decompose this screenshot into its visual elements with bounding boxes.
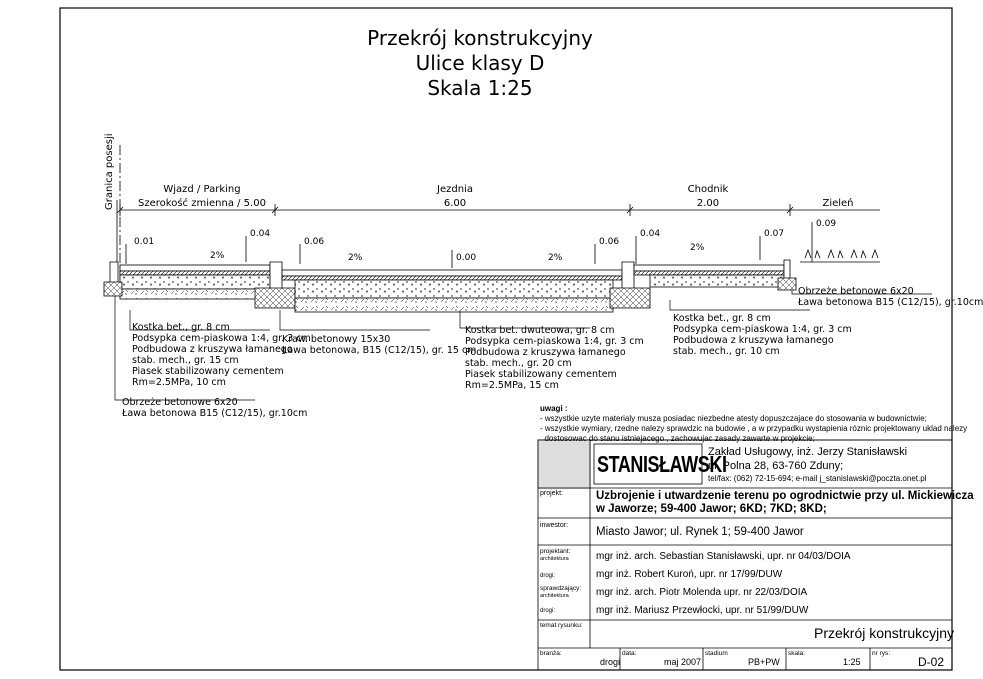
- company-contact: tel/fax: (062) 72-15-694; e-mail j_stanislawski@poczta.onet.pl: [708, 474, 927, 483]
- notes-line: dostosowac do stanu istniejacego , zachowujac zasady zawarte w projekcie;: [540, 434, 815, 443]
- slope-1: 2%: [210, 251, 225, 261]
- layer-text: Podbudowa z kruszywa łamanego: [132, 344, 293, 355]
- layer-text: Obrzeże betonowe 6x20: [798, 286, 914, 297]
- company-logo-band: [538, 440, 590, 488]
- layers-obrzeze-left: [122, 397, 307, 419]
- projekt-line2: w Jaworze; 59-400 Jawor; 6KD; 7KD; 8KD;: [596, 503, 827, 515]
- company-logo: STANISŁAWSKI: [597, 451, 727, 477]
- layer-text: Ława betonowa B15 (C12/15), gr.10cm: [798, 297, 983, 308]
- edging-right-bench: [778, 278, 796, 290]
- drogi-designer: mgr inż. Robert Kuroń, upr. nr 17/99/DUW: [596, 569, 783, 580]
- projektant: mgr inż. arch. Sebastian Stanisławski, upr. nr 04/03/DOIA: [596, 551, 851, 562]
- cross-section: [104, 260, 796, 312]
- layer-text: Kostka bet., gr. 8 cm: [673, 313, 771, 324]
- layer-text: Rm=2.5MPa, 10 cm: [132, 377, 226, 388]
- temat-label: temat rysunku:: [540, 622, 583, 629]
- stadium: PB+PW: [748, 657, 780, 667]
- zone-label-zielen: Zieleń: [822, 198, 854, 209]
- level-8: 0.09: [816, 219, 837, 229]
- layer-text: Podbudowa z kruszywa łamanego: [673, 335, 834, 346]
- layer-text: Piasek stabilizowany cementem: [132, 366, 284, 377]
- drawing-title-line1: Przekrój konstrukcyjny: [367, 26, 593, 50]
- chodnik-surface-layer: [634, 265, 784, 271]
- layers-chodnik: [673, 313, 852, 357]
- slope-3: 2%: [548, 253, 563, 263]
- wjazd-surface-layer: [120, 265, 270, 271]
- notes: [540, 404, 967, 444]
- curb-right-bench: [610, 288, 650, 308]
- level-6: 0.04: [640, 229, 661, 239]
- temat: Przekrój konstrukcyjny: [814, 625, 955, 641]
- sprawdzajacy: mgr inż. arch. Piotr Molenda upr. nr 22/03/DOIA: [596, 587, 808, 598]
- nr: D-02: [918, 655, 945, 669]
- layers-kraw: [282, 334, 476, 356]
- projekt-label: projekt:: [540, 490, 563, 497]
- zone-width-chodnik: 2.00: [696, 198, 720, 209]
- drawing-title-line2: Ulice klasy D: [415, 51, 545, 75]
- company-address: ul. Polna 28, 63-760 Zduny;: [708, 460, 844, 472]
- layer-text: Ława betonowa B15 (C12/15), gr.10cm: [122, 408, 308, 419]
- jezdnia-surface-layer: [282, 270, 622, 276]
- branza-label: branża:: [540, 650, 562, 657]
- jezdnia-bedding-layer: [282, 276, 622, 280]
- chodnik-base-layer: [650, 275, 784, 287]
- zone-label-wjazd: Wjazd / Parking: [163, 184, 241, 195]
- level-2: 0.04: [250, 229, 271, 239]
- notes-heading: uwagi :: [540, 404, 568, 413]
- zone-width-wjazd: Szerokość zmienna / 5.00: [138, 198, 266, 209]
- jezdnia-sand-layer: [295, 298, 613, 312]
- layer-text: Kostka bet., gr. 8 cm: [132, 322, 230, 333]
- layer-text: stab. mech., gr. 15 cm: [132, 355, 239, 366]
- layer-text: stab. mech., gr. 10 cm: [673, 346, 780, 357]
- notes-line: - wszystkie uzyte materialy musza posiadac niezbedne atesty dopuszczajace do stosowania w budownictwie;: [540, 414, 927, 423]
- slope-2: 2%: [348, 253, 363, 263]
- layer-text: Rm=2.5MPa, 15 cm: [465, 380, 559, 391]
- drogi2-checker: mgr inż. Mariusz Przewłocki, upr. nr 51/99/DUW: [596, 605, 809, 616]
- sprawdzajacy-label: sprawdzający:: [540, 585, 582, 592]
- stadium-label: stadium: [705, 650, 728, 657]
- level-7: 0.07: [764, 229, 785, 239]
- sprawdzajacy-sub: architektura: [540, 593, 569, 599]
- layers-obrzeze-right: [798, 286, 983, 308]
- layer-text: Kraw. betonowy 15x30: [282, 334, 391, 345]
- level-1: 0.01: [134, 237, 155, 247]
- curb-left-bench: [255, 288, 295, 308]
- layer-text: Kostka bet. dwuteowa, gr. 8 cm: [465, 325, 615, 336]
- branza: drogi: [600, 657, 621, 667]
- data: maj 2007: [664, 657, 702, 667]
- layer-text: Podsypka cem-piaskowa 1:4, gr. 3 cm: [673, 324, 852, 335]
- company-name: Zakład Usługowy, inż. Jerzy Stanisławski: [708, 446, 908, 458]
- layer-text: Ława betonowa, B15 (C12/15), gr. 15 cm: [282, 345, 477, 356]
- zone-label-chodnik: Chodnik: [687, 184, 729, 195]
- notes-line: - wszystkie wymiary, rzedne nalezy sprawdzic na budowie , a w przypadku wystapienia róznic projektowany uklad nalezy: [540, 424, 968, 433]
- drawing-title-line3: Skala 1:25: [427, 76, 533, 100]
- level-3: 0.06: [304, 237, 325, 247]
- layer-text: Podbudowa z kruszywa łamanego: [465, 347, 626, 358]
- chodnik-bedding-layer: [634, 271, 784, 275]
- nr-label: nr rys:: [872, 650, 891, 657]
- skala: 1:25: [843, 657, 861, 667]
- property-border-label: Granica posesji: [104, 133, 115, 210]
- projektant-label: projektant:: [540, 548, 571, 555]
- drogi2-label: drogi:: [540, 608, 556, 614]
- wjazd-bedding-layer: [120, 271, 270, 275]
- jezdnia-base-layer: [295, 280, 613, 298]
- layer-text: Podsypka cem-piaskowa 1:4, gr. 3 cm: [465, 336, 644, 347]
- projektant-sub: architektura: [540, 556, 569, 562]
- slope-4: 2%: [690, 243, 705, 253]
- layer-text: stab. mech., gr. 20 cm: [465, 358, 572, 369]
- layers-jezdnia: [465, 325, 644, 391]
- inwestor-label: inwestor:: [540, 522, 569, 529]
- layer-text: Podsypka cem-piaskowa 1:4, gr. 3 cm: [132, 333, 311, 344]
- layer-text: Obrzeże betonowe 6x20: [122, 397, 238, 408]
- drogi-label: drogi:: [540, 573, 556, 579]
- zone-label-jezdnia: Jezdnia: [437, 184, 473, 195]
- wjazd-base-layer: [120, 275, 270, 289]
- layer-text: Piasek stabilizowany cementem: [465, 369, 617, 380]
- wjazd-sand-layer: [120, 289, 270, 299]
- data-label: data:: [622, 650, 637, 657]
- skala-label: skala:: [788, 650, 805, 657]
- projekt-line1: Uzbrojenie i utwardzenie terenu po ogrodnictwie przy ul. Mickiewicza: [596, 490, 974, 502]
- level-5: 0.06: [599, 237, 620, 247]
- edging-left-bench: [104, 282, 122, 296]
- zone-width-jezdnia: 6.00: [443, 198, 467, 209]
- inwestor: Miasto Jawor; ul. Rynek 1; 59-400 Jawor: [596, 526, 804, 538]
- level-4: 0.00: [456, 253, 477, 263]
